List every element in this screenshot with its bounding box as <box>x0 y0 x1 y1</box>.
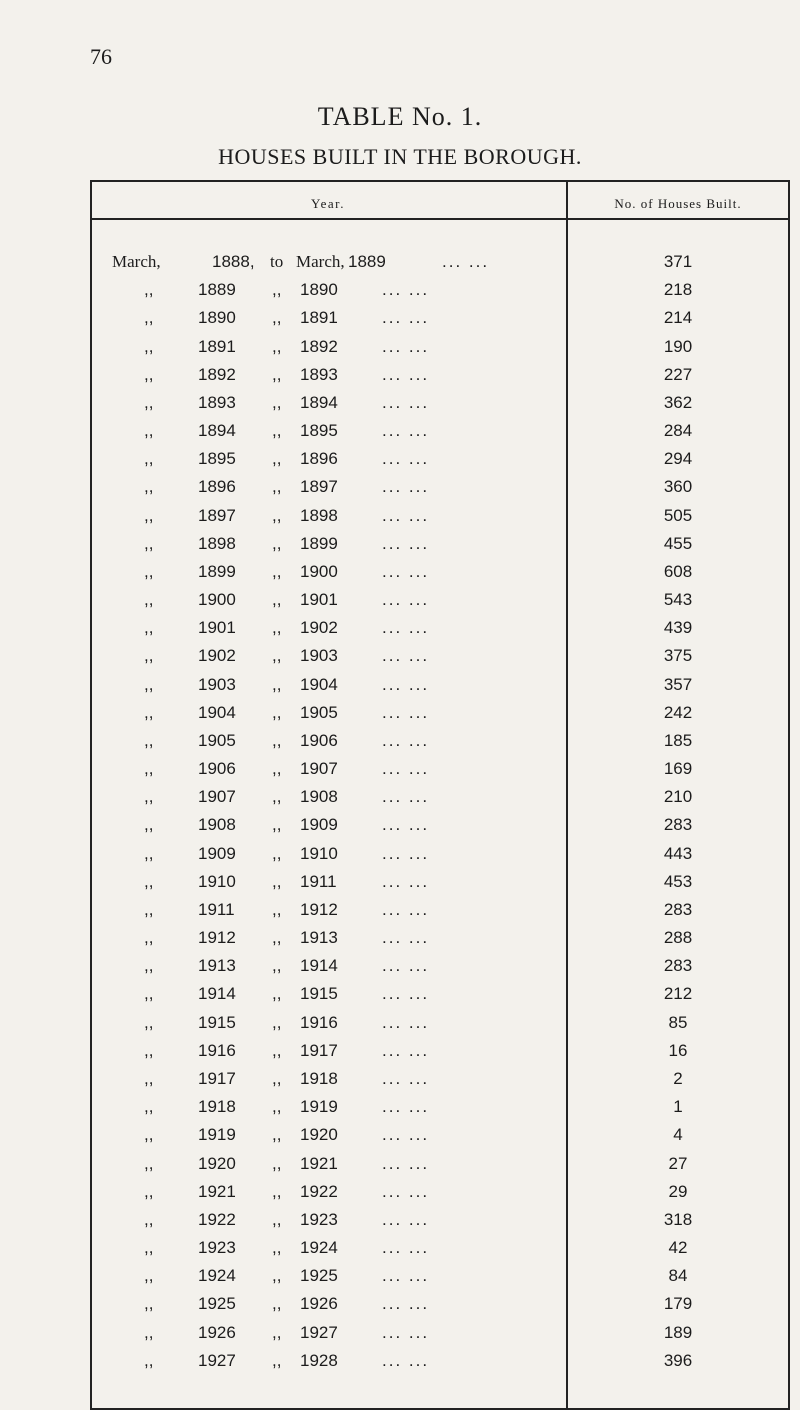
from-ditto-mark: ,, <box>144 1266 154 1286</box>
houses-count: 294 <box>663 449 693 469</box>
to-ditto-mark: ,, <box>272 1294 282 1314</box>
to-year: 1911 <box>300 871 337 891</box>
from-year: 1918 <box>198 1097 236 1117</box>
table-row <box>90 1206 790 1234</box>
from-ditto-mark: ,, <box>144 336 154 356</box>
houses-count: 42 <box>668 1238 688 1258</box>
to-year: 1918 <box>300 1068 338 1088</box>
table-row <box>90 586 790 614</box>
from-ditto-mark: ,, <box>144 815 154 835</box>
houses-count: 185 <box>663 730 693 750</box>
to-year: 1925 <box>300 1266 338 1286</box>
from-year: 1900 <box>198 590 236 610</box>
table-row <box>90 333 790 361</box>
leader-dots: ... ... <box>382 590 430 610</box>
from-year: 1896 <box>198 477 236 497</box>
to-year: 1912 <box>300 899 338 919</box>
leader-dots: ... ... <box>382 759 430 779</box>
to-month: March, <box>296 252 345 271</box>
table-row <box>90 473 790 501</box>
to-year: 1922 <box>300 1181 338 1201</box>
table-row <box>90 783 790 811</box>
from-year: 1916 <box>198 1040 236 1060</box>
table-row <box>90 1262 790 1290</box>
from-ditto-mark: ,, <box>144 1097 154 1117</box>
houses-count: 443 <box>663 843 693 863</box>
from-ditto-mark: ,, <box>144 1181 154 1201</box>
from-ditto-mark: ,, <box>144 1125 154 1145</box>
from-ditto-mark: ,, <box>144 984 154 1004</box>
leader-dots: ... ... <box>382 1181 430 1201</box>
leader-dots: ... ... <box>382 421 430 441</box>
table-row <box>90 558 790 586</box>
houses-count: 227 <box>663 364 693 384</box>
leader-dots: ... ... <box>382 730 430 750</box>
leader-dots: ... ... <box>382 533 430 553</box>
from-year: 1927 <box>198 1350 236 1370</box>
to-year: 1909 <box>300 815 338 835</box>
houses-count: 190 <box>663 336 693 356</box>
houses-count: 453 <box>663 871 693 891</box>
to-year: 1900 <box>300 561 338 581</box>
leader-dots: ... ... <box>382 702 430 722</box>
from-ditto-mark: ,, <box>144 392 154 412</box>
houses-count: 214 <box>663 308 693 328</box>
houses-count: 283 <box>663 899 693 919</box>
from-ditto-mark: ,, <box>144 280 154 300</box>
to-year: 1895 <box>300 421 338 441</box>
table-subtitle: HOUSES BUILT IN THE BOROUGH. <box>218 144 582 169</box>
leader-dots: ... ... <box>382 928 430 948</box>
leader-dots: ... ... <box>382 899 430 919</box>
houses-count: 455 <box>663 533 693 553</box>
leader-dots: ... ... <box>382 1322 430 1342</box>
to-ditto-mark: ,, <box>272 449 282 469</box>
table-row <box>90 1037 790 1065</box>
from-ditto-mark: ,, <box>144 1209 154 1229</box>
houses-count: 218 <box>663 280 693 300</box>
to-ditto-mark: ,, <box>272 477 282 497</box>
from-ditto-mark: ,, <box>144 618 154 638</box>
to-year: 1920 <box>300 1125 338 1145</box>
table-row <box>90 642 790 670</box>
from-ditto-mark: ,, <box>144 843 154 863</box>
leader-dots: ... ... <box>382 364 430 384</box>
table-title: TABLE No. 1. <box>317 102 483 131</box>
to-ditto-mark: ,, <box>272 1040 282 1060</box>
houses-built-table <box>90 180 790 1408</box>
to-ditto-mark: ,, <box>272 984 282 1004</box>
to-ditto-mark: ,, <box>272 646 282 666</box>
from-year: 1917 <box>198 1068 236 1088</box>
houses-count: 242 <box>663 702 693 722</box>
houses-count: 375 <box>663 646 693 666</box>
houses-count: 608 <box>663 561 693 581</box>
to-year: 1889 <box>348 252 386 271</box>
from-ditto-mark: ,, <box>144 421 154 441</box>
from-year: 1890 <box>198 308 236 328</box>
to-year: 1891 <box>300 308 338 328</box>
table-row <box>90 530 790 558</box>
leader-dots: ... ... <box>382 1068 430 1088</box>
from-ditto-mark: ,, <box>144 449 154 469</box>
from-ditto-mark: ,, <box>144 674 154 694</box>
from-year: 1923 <box>198 1238 236 1258</box>
to-year: 1927 <box>300 1322 338 1342</box>
from-ditto-mark: ,, <box>144 477 154 497</box>
houses-count: 2 <box>673 1068 683 1088</box>
to-ditto-mark: ,, <box>272 364 282 384</box>
from-ditto-mark: ,, <box>144 1322 154 1342</box>
from-year: 1909 <box>198 843 236 863</box>
from-year: 1891 <box>198 336 236 356</box>
to-ditto-mark: ,, <box>272 1068 282 1088</box>
houses-count: 210 <box>663 787 693 807</box>
houses-count: 439 <box>663 618 693 638</box>
count-column-header: No. of Houses Built. <box>614 196 742 211</box>
to-ditto-mark: ,, <box>272 618 282 638</box>
to-year: 1905 <box>300 702 338 722</box>
houses-count: 360 <box>663 477 693 497</box>
table-row <box>90 1121 790 1149</box>
from-ditto-mark: ,, <box>144 308 154 328</box>
from-ditto-mark: ,, <box>144 646 154 666</box>
from-year: 1914 <box>198 984 236 1004</box>
to-year: 1901 <box>300 590 338 610</box>
from-year: 1922 <box>198 1209 236 1229</box>
to-ditto-mark: ,, <box>272 899 282 919</box>
table-row <box>90 276 790 304</box>
to-ditto-mark: ,, <box>272 308 282 328</box>
to-ditto-mark: ,, <box>272 871 282 891</box>
from-year: 1893 <box>198 392 236 412</box>
table-row <box>90 614 790 642</box>
houses-count: 4 <box>673 1125 683 1145</box>
from-year: 1924 <box>198 1266 236 1286</box>
from-year: 1913 <box>198 956 236 976</box>
table-row <box>90 1093 790 1121</box>
to-year: 1894 <box>300 392 338 412</box>
houses-count: 288 <box>663 928 693 948</box>
houses-count: 29 <box>668 1181 688 1201</box>
leader-dots: ... ... <box>382 618 430 638</box>
from-ditto-mark: ,, <box>144 956 154 976</box>
to-ditto-mark: ,, <box>272 1181 282 1201</box>
to-ditto-mark: ,, <box>272 787 282 807</box>
from-ditto-mark: ,, <box>144 928 154 948</box>
from-month: March, <box>112 252 161 271</box>
table-row <box>90 896 790 924</box>
leader-dots: ... ... <box>382 1350 430 1370</box>
to-year: 1890 <box>300 280 338 300</box>
houses-count: 505 <box>663 505 693 525</box>
to-year: 1923 <box>300 1209 338 1229</box>
leader-dots: ... ... <box>382 1097 430 1117</box>
leader-dots: ... ... <box>382 1238 430 1258</box>
from-year: 1920 <box>198 1153 236 1173</box>
to-year: 1906 <box>300 730 338 750</box>
to-ditto-mark: ,, <box>272 561 282 581</box>
table-row <box>90 1347 790 1375</box>
leader-dots: ... ... <box>382 336 430 356</box>
to-year: 1908 <box>300 787 338 807</box>
from-year: 1911 <box>198 899 235 919</box>
table-row <box>90 389 790 417</box>
from-ditto-mark: ,, <box>144 590 154 610</box>
table-row <box>90 980 790 1008</box>
to-ditto-mark: ,, <box>272 1097 282 1117</box>
table-body <box>90 248 790 1375</box>
to-ditto-mark: ,, <box>272 843 282 863</box>
table-row <box>90 1065 790 1093</box>
from-ditto-mark: ,, <box>144 364 154 384</box>
from-year: 1906 <box>198 759 236 779</box>
from-ditto-mark: ,, <box>144 787 154 807</box>
to-year: 1907 <box>300 759 338 779</box>
table-row <box>90 1009 790 1037</box>
houses-count: 543 <box>663 590 693 610</box>
from-year: 1903 <box>198 674 236 694</box>
leader-dots: ... ... <box>382 308 430 328</box>
to-ditto-mark: ,, <box>272 1266 282 1286</box>
to-year: 1896 <box>300 449 338 469</box>
from-year: 1912 <box>198 928 236 948</box>
to-year: 1902 <box>300 618 338 638</box>
table-row <box>90 924 790 952</box>
to-ditto-mark: ,, <box>272 1350 282 1370</box>
to-year: 1897 <box>300 477 338 497</box>
to-ditto-mark: ,, <box>272 928 282 948</box>
to-year: 1919 <box>300 1097 338 1117</box>
from-year: 1904 <box>198 702 236 722</box>
table-row <box>90 1234 790 1262</box>
table-row <box>90 671 790 699</box>
from-ditto-mark: ,, <box>144 871 154 891</box>
from-ditto-mark: ,, <box>144 1238 154 1258</box>
from-year: 1905 <box>198 730 236 750</box>
houses-count: 283 <box>663 956 693 976</box>
to-year: 1917 <box>300 1040 338 1060</box>
year-column-header: Year. <box>311 196 345 211</box>
table-row <box>90 952 790 980</box>
to-year: 1926 <box>300 1294 338 1314</box>
from-ditto-mark: ,, <box>144 730 154 750</box>
to-ditto-mark: ,, <box>272 1209 282 1229</box>
to-year: 1898 <box>300 505 338 525</box>
to-ditto-mark: ,, <box>272 702 282 722</box>
from-ditto-mark: ,, <box>144 561 154 581</box>
from-year: 1907 <box>198 787 236 807</box>
table-row <box>90 1150 790 1178</box>
from-ditto-mark: ,, <box>144 759 154 779</box>
leader-dots: ... ... <box>382 561 430 581</box>
to-ditto-mark: ,, <box>272 956 282 976</box>
leader-dots: ... ... <box>382 392 430 412</box>
from-ditto-mark: ,, <box>144 1068 154 1088</box>
to-ditto-mark: ,, <box>272 280 282 300</box>
table-row <box>90 1319 790 1347</box>
leader-dots: ... ... <box>382 646 430 666</box>
leader-dots: ... ... <box>382 505 430 525</box>
from-year: 1910 <box>198 871 236 891</box>
from-ditto-mark: ,, <box>144 1350 154 1370</box>
to-year: 1921 <box>300 1153 338 1173</box>
to-ditto-mark: ,, <box>272 815 282 835</box>
leader-dots: ... ... <box>382 1040 430 1060</box>
from-year: 1926 <box>198 1322 236 1342</box>
houses-count: 169 <box>663 759 693 779</box>
table-row <box>90 840 790 868</box>
leader-dots: ... ... <box>382 843 430 863</box>
houses-count: 318 <box>663 1209 693 1229</box>
from-year: 1894 <box>198 421 236 441</box>
leader-dots: ... ... <box>382 1153 430 1173</box>
to-year: 1928 <box>300 1350 338 1370</box>
table-row <box>90 417 790 445</box>
from-year: 1898 <box>198 533 236 553</box>
to-year: 1915 <box>300 984 338 1004</box>
to-ditto-mark: ,, <box>272 421 282 441</box>
to-ditto-mark: ,, <box>272 1012 282 1032</box>
leader-dots: ... ... <box>382 815 430 835</box>
to-year: 1913 <box>300 928 338 948</box>
houses-count: 396 <box>663 1350 693 1370</box>
table-top-border <box>90 180 790 182</box>
from-ditto-mark: ,, <box>144 1012 154 1032</box>
table-row <box>90 445 790 473</box>
from-year: 1902 <box>198 646 236 666</box>
from-year: 1908 <box>198 815 236 835</box>
houses-count: 1 <box>673 1097 683 1117</box>
houses-count: 85 <box>668 1012 688 1032</box>
to-ditto-mark: ,, <box>272 674 282 694</box>
houses-count: 283 <box>663 815 693 835</box>
to-ditto-mark: ,, <box>272 1238 282 1258</box>
leader-dots: ... ... <box>382 1012 430 1032</box>
table-row <box>90 1290 790 1318</box>
leader-dots: ... ... <box>382 674 430 694</box>
from-ditto-mark: ,, <box>144 702 154 722</box>
houses-count: 357 <box>663 674 693 694</box>
from-year: 1919 <box>198 1125 236 1145</box>
from-ditto-mark: ,, <box>144 1153 154 1173</box>
connector-text: to <box>270 252 284 271</box>
to-ditto-mark: ,, <box>272 505 282 525</box>
to-year: 1910 <box>300 843 338 863</box>
table-bottom-border <box>90 1408 790 1410</box>
leader-dots: ... ... <box>382 1266 430 1286</box>
table-row <box>90 361 790 389</box>
leader-dots: ... ... <box>382 1209 430 1229</box>
from-ditto-mark: ,, <box>144 505 154 525</box>
leader-dots: ... ... <box>382 477 430 497</box>
from-year: 1892 <box>198 364 236 384</box>
houses-count: 189 <box>663 1322 693 1342</box>
leader-dots: ... ... <box>382 1294 430 1314</box>
leader-dots: ... ... <box>382 871 430 891</box>
houses-count: 27 <box>668 1153 688 1173</box>
houses-count: 179 <box>663 1294 693 1314</box>
to-year: 1916 <box>300 1012 338 1032</box>
from-ditto-mark: ,, <box>144 1294 154 1314</box>
from-year: 1888, <box>212 252 255 271</box>
table-row <box>90 868 790 896</box>
to-year: 1914 <box>300 956 338 976</box>
houses-count: 362 <box>663 392 693 412</box>
leader-dots: ... ... <box>382 280 430 300</box>
table-row <box>90 304 790 332</box>
from-year: 1915 <box>198 1012 236 1032</box>
to-ditto-mark: ,, <box>272 1125 282 1145</box>
page-number: 76 <box>90 44 112 69</box>
leader-dots: ... ... <box>382 956 430 976</box>
leader-dots: ... ... <box>382 449 430 469</box>
to-year: 1904 <box>300 674 338 694</box>
houses-count: 16 <box>668 1040 688 1060</box>
houses-count: 371 <box>663 252 693 271</box>
leader-dots: ... ... <box>442 252 490 271</box>
to-year: 1924 <box>300 1238 338 1258</box>
houses-count: 212 <box>663 984 693 1004</box>
from-year: 1925 <box>198 1294 236 1314</box>
to-year: 1893 <box>300 364 338 384</box>
from-ditto-mark: ,, <box>144 533 154 553</box>
to-ditto-mark: ,, <box>272 336 282 356</box>
leader-dots: ... ... <box>382 984 430 1004</box>
table-row <box>90 1178 790 1206</box>
table-row <box>90 248 790 276</box>
leader-dots: ... ... <box>382 787 430 807</box>
to-ditto-mark: ,, <box>272 1153 282 1173</box>
to-year: 1892 <box>300 336 338 356</box>
from-year: 1901 <box>198 618 236 638</box>
to-year: 1903 <box>300 646 338 666</box>
leader-dots: ... ... <box>382 1125 430 1145</box>
to-ditto-mark: ,, <box>272 533 282 553</box>
from-year: 1895 <box>198 449 236 469</box>
from-ditto-mark: ,, <box>144 1040 154 1060</box>
from-year: 1897 <box>198 505 236 525</box>
houses-count: 284 <box>663 421 693 441</box>
houses-count: 84 <box>668 1266 688 1286</box>
from-year: 1889 <box>198 280 236 300</box>
to-ditto-mark: ,, <box>272 590 282 610</box>
to-ditto-mark: ,, <box>272 1322 282 1342</box>
table-row <box>90 727 790 755</box>
table-row <box>90 811 790 839</box>
table-row <box>90 502 790 530</box>
from-ditto-mark: ,, <box>144 899 154 919</box>
to-ditto-mark: ,, <box>272 759 282 779</box>
to-ditto-mark: ,, <box>272 392 282 412</box>
from-year: 1899 <box>198 561 236 581</box>
from-year: 1921 <box>198 1181 236 1201</box>
header-rule <box>90 218 790 220</box>
table-row <box>90 755 790 783</box>
to-year: 1899 <box>300 533 338 553</box>
table-row <box>90 699 790 727</box>
to-ditto-mark: ,, <box>272 730 282 750</box>
